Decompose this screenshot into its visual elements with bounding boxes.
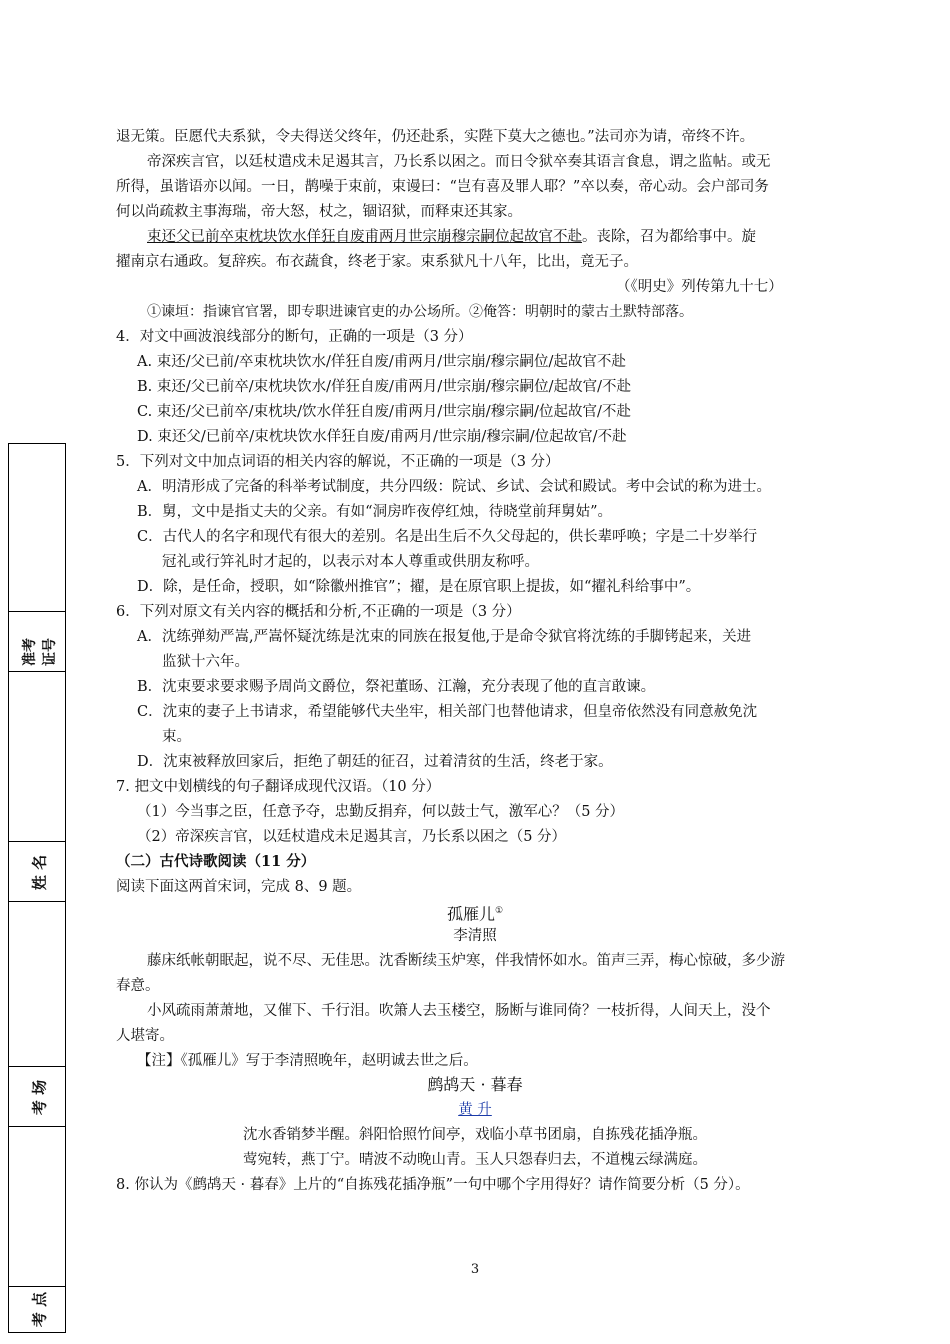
q6-option-a: A．沈练弹劾严嵩,严嵩怀疑沈练是沈束的同族在报复他,于是命令狱官将沈练的手脚铐起来，关进 — [137, 629, 752, 645]
q7-sentence-1: （1）今当事之臣，任意予夺，忠勤反捐弃，何以鼓士气，激军心？（5 分） — [137, 804, 625, 820]
passage-line: 擢南京右通政。复辞疾。布衣蔬食，终老于家。束系狱凡十八年，比出，竟无子。 — [116, 254, 638, 270]
q4-stem: 4．对文中画波浪线部分的断句，正确的一项是（3 分） — [116, 329, 473, 345]
q6-option-c-cont: 束。 — [162, 729, 191, 745]
exam-id-box — [9, 671, 65, 841]
q6-option-d: D．沈束被释放回家后，拒绝了朝廷的征召，过着清贫的生活，终老于家。 — [137, 754, 613, 770]
name-box — [9, 901, 65, 1066]
q4-option-d: D. 束还父/已前卒/束枕块饮水佯狂自废/甫两月/世宗崩/穆宗嗣/位起故官/不赴 — [137, 429, 627, 445]
poem1-author: 李清照 — [453, 928, 497, 944]
passage-line: 退无策。臣愿代夫系狱，令夫得送父终年，仍还赴系，实陛下莫大之德也。”法司亦为请，帝终不许。 — [116, 129, 755, 145]
exam-id-label: 准考证号 — [22, 638, 58, 666]
poem2-author[interactable] — [0, 1099, 950, 1121]
exam-id-cell — [9, 611, 65, 671]
section-heading: （二）古代诗歌阅读（11 分） — [116, 853, 316, 870]
poem2-line: 莺宛转，燕丁宁。晴波不动晚山青。玉人只怨春归去，不道槐云绿满庭。 — [243, 1152, 707, 1168]
q8-stem: 8. 你认为《鹧鸪天 · 暮春》上片的“自拣残花插净瓶”一句中哪个字用得好？请作简要分析（5 分）。 — [116, 1177, 750, 1193]
q7-stem: 7. 把文中划横线的句子翻译成现代汉语。（10 分） — [116, 779, 441, 795]
passage-line: 束还父已前卒束枕块饮水佯狂自废甫两月世宗崩穆宗嗣位起故官不赴。丧除，召为都给事中。旋 — [147, 229, 756, 245]
page-number: 3 — [470, 1262, 480, 1277]
q4-option-a: A. 束还/父已前/卒束枕块饮水/佯狂自废/甫两月/世宗崩/穆宗嗣位/起故官不赴 — [137, 354, 626, 370]
poem1-line: 小风疏雨萧萧地，又催下、千行泪。吹箫人去玉楼空，肠断与谁同倚？一枝折得，人间天上，没个 — [147, 1003, 771, 1019]
poem2-author-link[interactable]: 黄 升 — [458, 1102, 492, 1118]
poem1-line: 春意。 — [116, 978, 160, 994]
room-box — [9, 1126, 65, 1286]
q5-option-c: C．古代人的名字和现代有很大的差别。名是出生后不久父母起的，供长辈呼唤；字是二十岁举行 — [137, 529, 758, 545]
name-cell — [9, 841, 65, 901]
passage-line: 帝深疾言官，以廷杖遣戍未足遏其言，乃长系以困之。而日令狱卒奏其语言食息，谓之监帖。或无 — [147, 154, 771, 170]
name-label: 姓 名 — [30, 854, 49, 891]
q6-option-a-cont: 监狱十六年。 — [162, 654, 249, 670]
passage-line: 何以尚疏救主事海瑞，帝大怒，杖之，锢诏狱，而释束还其家。 — [116, 204, 522, 220]
q5-stem: 5．下列对文中加点词语的相关内容的解说，不正确的一项是（3 分） — [116, 454, 560, 470]
poem2-line: 沈水香销梦半醒。斜阳恰照竹间亭，戏临小草书团扇，自拣残花插净瓶。 — [243, 1127, 707, 1143]
q5-option-a: A．明清形成了完备的科举考试制度，共分四级：院试、乡试、会试和殿试。考中会试的称为进士。 — [137, 479, 771, 495]
q6-option-c: C．沈束的妻子上书请求，希望能够代夫坐牢，相关部门也替他请求，但皇帝依然没有同意赦免沈 — [137, 704, 758, 720]
poem1-line: 藤床纸帐朝眠起，说不尽、无佳思。沈香断续玉炉寒，伴我情怀如水。笛声三弄，梅心惊破，多少游 — [147, 953, 785, 969]
poem1-line: 人堪寄。 — [116, 1028, 174, 1044]
site-cell — [9, 1286, 65, 1331]
poem1-note: 【注】《孤雁儿》写于李清照晚年，赵明诚去世之后。 — [137, 1053, 478, 1069]
underlined-sentence: 束还父已前卒束枕块饮水佯狂自废甫两月世宗崩穆宗嗣位起故官不赴 — [147, 229, 582, 245]
q5-option-d: D．除，是任命，授职，如“除徽州推官”；擢，是在原官职上提拔，如“擢礼科给事中”。 — [137, 579, 701, 595]
q7-sentence-2: （2）帝深疾言官，以廷杖遣戍未足遏其言，乃长系以困之（5 分） — [137, 829, 567, 845]
q4-option-c: C. 束还/父已前卒/束枕块/饮水佯狂自废/甫两月/世宗崩/穆宗嗣/位起故官/不赴 — [137, 404, 631, 420]
site-label: 考 点 — [30, 1291, 49, 1328]
passage-source: （《明史》列传第九十七） — [616, 279, 783, 295]
poem2-title: 鹧鸪天 · 暮春 — [427, 1075, 523, 1094]
room-cell — [9, 1066, 65, 1126]
q5-option-b: B．舅，文中是指丈夫的父亲。有如“洞房昨夜停红烛，待晓堂前拜舅姑”。 — [137, 504, 612, 520]
q5-option-c-cont: 冠礼或行笄礼时才起的，以表示对本人尊重或供朋友称呼。 — [162, 554, 539, 570]
q6-stem: 6．下列对原文有关内容的概括和分析,不正确的一项是（3 分） — [116, 604, 521, 620]
poem1-title: 孤雁儿① — [446, 904, 504, 924]
q4-option-b: B. 束还/父已前卒/束枕块饮水/佯狂自废/甫两月/世宗崩/穆宗嗣位/起故官/不赴 — [137, 379, 631, 395]
room-label: 考 场 — [30, 1079, 49, 1116]
section-intro: 阅读下面这两首宋词，完成 8、9 题。 — [116, 879, 362, 895]
passage-notes: ①谏垣：指谏官官署，即专职进谏官吏的办公场所。②俺答：明朝时的蒙古土默特部落。 — [147, 304, 693, 320]
binding-strip — [8, 443, 66, 1333]
passage-line: 所得，虽谐语亦以闻。一日，鹊噪于束前，束谩曰：“岂有喜及罪人耶？”卒以奏，帝心动。会户部司务 — [116, 179, 769, 195]
q6-option-b: B．沈束要求要求赐予周尚文爵位，祭祀董旸、江瀚，充分表现了他的直言敢谏。 — [137, 679, 656, 695]
